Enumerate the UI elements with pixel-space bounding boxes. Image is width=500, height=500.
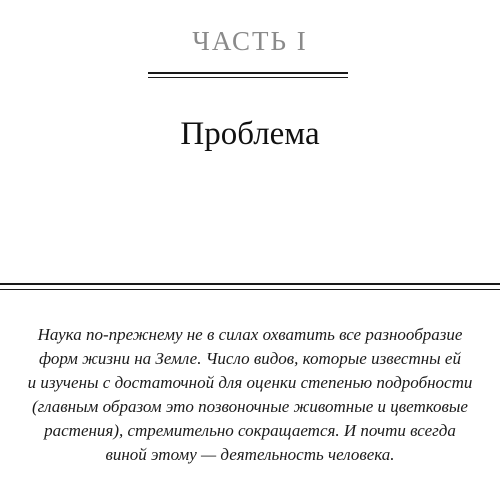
epigraph-line: (главным образом это позвоночные животные и цветковые bbox=[32, 397, 468, 416]
epigraph-line: форм жизни на Земле. Число видов, которые известны ей bbox=[39, 349, 461, 368]
epigraph-line: Наука по-прежнему не в силах охватить все разнообразие bbox=[37, 325, 463, 344]
section-double-rule bbox=[0, 283, 500, 290]
epigraph-line: виной этому — деятельность человека. bbox=[105, 445, 395, 464]
part-heading: ЧАСТЬ I bbox=[192, 26, 308, 56]
chapter-title: Проблема bbox=[180, 116, 320, 152]
epigraph-line: и изучены с достаточной для оценки степенью подробности bbox=[27, 373, 473, 392]
heading-double-rule bbox=[148, 72, 348, 78]
epigraph bbox=[8, 323, 492, 467]
epigraph-line: растения), стремительно сокращается. И почти всегда bbox=[44, 421, 456, 440]
